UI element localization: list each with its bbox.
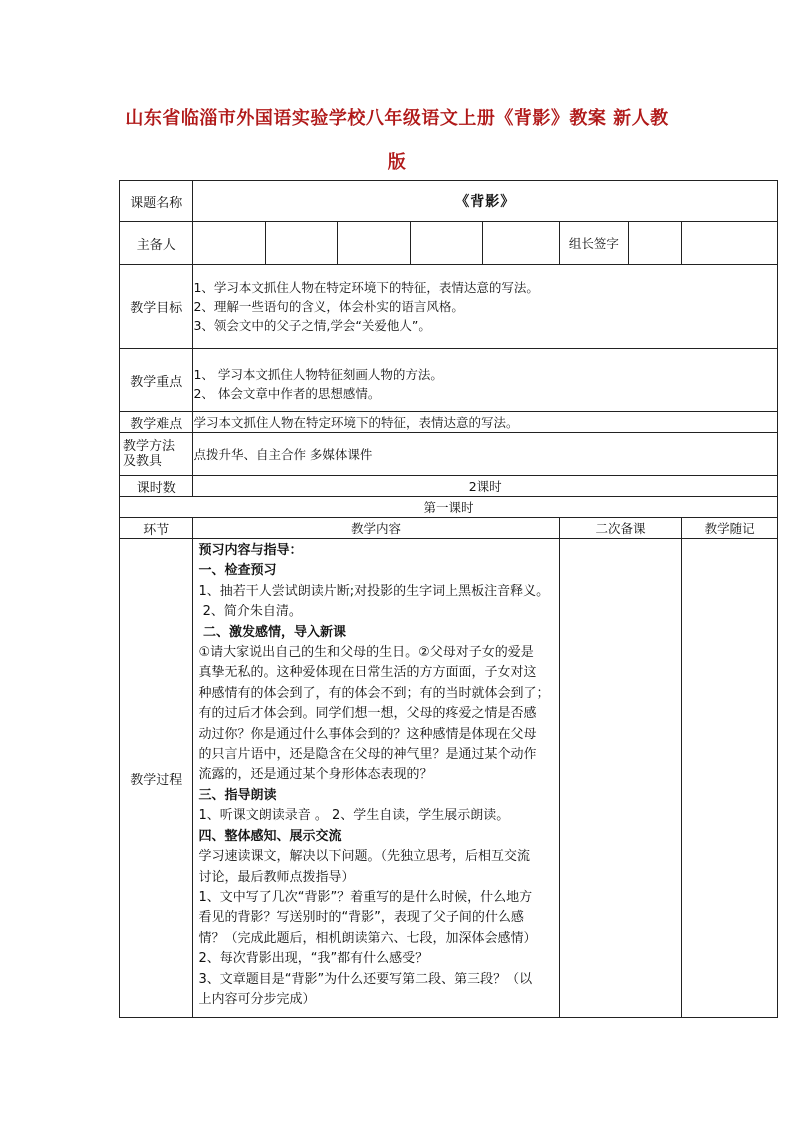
process-section-heading: 预习内容与指导： xyxy=(198,543,303,558)
process-line: 种感情有的体会到了，有的体会不到；有的当时就体会到了； xyxy=(198,685,550,701)
objectives-content xyxy=(193,265,778,349)
methods-label-line-2: 及教具 xyxy=(123,454,163,469)
methods-label xyxy=(120,433,193,476)
process-line: 看见的背影？写送别时的“背影”，表现了父子间的什么感 xyxy=(198,910,524,926)
process-line: ①请大家说出自己的生和父母的生日。②父母对子女的爱是 xyxy=(198,645,534,661)
column-header-notes: 教学随记 xyxy=(682,518,778,539)
process-line: 的只言片语中，还是隐含在父母的神气里？是通过某个动作 xyxy=(198,747,537,763)
leader-sign-cell-1 xyxy=(629,222,682,265)
process-line: 3、文章题目是“背影”为什么还要写第二段、第三段？（以 xyxy=(198,971,533,987)
row-topic xyxy=(120,181,778,222)
objective-item: 1、学习本文抓住人物在特定环境下的特征，表情达意的写法。 xyxy=(193,280,539,295)
process-section-heading: 一、检查预习 xyxy=(198,563,277,579)
row-objectives xyxy=(120,265,778,349)
hours-label: 课时数 xyxy=(120,476,193,497)
difficulty-value: 学习本文抓住人物在特定环境下的特征，表情达意的写法。 xyxy=(193,412,778,433)
objective-item: 2、理解一些语句的含义，体会朴实的语言风格。 xyxy=(193,299,464,314)
topic-label: 课题名称 xyxy=(120,181,193,222)
preparer-cell-2 xyxy=(265,222,337,265)
topic-value: 《背影》 xyxy=(193,181,778,222)
key-points-label: 教学重点 xyxy=(120,349,193,412)
process-line: 2、每次背影出现，“我”都有什么感受？ xyxy=(198,951,429,967)
process-line: 情？（完成此题后，相机朗读第六、七段，加深体会感情） xyxy=(198,930,537,946)
second-prep-cell xyxy=(559,539,682,1018)
row-first-lesson xyxy=(120,497,778,518)
column-header-content: 教学内容 xyxy=(193,518,559,539)
row-methods xyxy=(120,433,778,476)
hours-value: 2课时 xyxy=(193,476,778,497)
process-section-heading: 三、指导朗读 xyxy=(198,787,277,803)
process-label: 教学过程 xyxy=(120,539,193,1018)
row-hours xyxy=(120,476,778,497)
leader-sign-cell-2 xyxy=(682,222,778,265)
column-header-section: 环节 xyxy=(120,518,193,539)
process-line: 1、听课文朗读录音 。 2、学生自读，学生展示朗读。 xyxy=(198,808,510,824)
row-difficulty xyxy=(120,412,778,433)
difficulty-label: 教学难点 xyxy=(120,412,193,433)
preparer-cell-4 xyxy=(410,222,482,265)
process-content xyxy=(193,539,559,1018)
methods-value: 点拨升华、自主合作 多媒体课件 xyxy=(193,433,778,476)
preparer-cell-1 xyxy=(193,222,265,265)
document-title-line-1: 山东省临淄市外国语实验学校八年级语文上册《背影》教案 新人教 xyxy=(125,108,669,129)
row-preparer xyxy=(120,222,778,265)
key-point-item: 1、 学习本文抓住人物特征刻画人物的方法。 xyxy=(193,367,443,382)
process-line: 上内容可分步完成） xyxy=(198,991,316,1007)
row-process xyxy=(120,539,778,1018)
objective-item: 3、领会文中的父子之情,学会“关爱他人”。 xyxy=(193,318,431,333)
process-section-heading: 四、整体感知、展示交流 xyxy=(198,828,342,844)
key-point-item: 2、 体会文章中作者的思想感情。 xyxy=(193,386,381,401)
process-line: 有的过后才体会到。同学们想一想，父母的疼爱之情是否感 xyxy=(198,706,537,722)
process-line: 动过你？你是通过什么事体会到的？这种感情是体现在父母 xyxy=(198,726,537,742)
process-line: 2、简介朱自清。 xyxy=(198,604,302,620)
notes-cell xyxy=(682,539,778,1018)
process-line: 讨论，最后教师点拨指导） xyxy=(198,869,355,885)
column-header-second-prep: 二次备课 xyxy=(559,518,682,539)
process-section-heading: 二、激发感情，导入新课 xyxy=(198,624,346,640)
process-line: 真挚无私的。这种爱体现在日常生活的方方面面，子女对这 xyxy=(198,665,537,681)
process-line: 1、文中写了几次“背影”？着重写的是什么时候，什么地方 xyxy=(198,889,533,905)
key-points-content xyxy=(193,349,778,412)
row-column-headers xyxy=(120,518,778,539)
leader-sign-label: 组长签字 xyxy=(559,222,628,265)
row-key-points xyxy=(120,349,778,412)
preparer-cell-3 xyxy=(338,222,410,265)
process-line: 1、抽若干人尝试朗读片断;对投影的生字词上黑板注音释义。 xyxy=(198,583,550,599)
methods-label-line-1: 教学方法 xyxy=(123,439,176,454)
first-lesson-heading: 第一课时 xyxy=(120,497,778,518)
process-line: 流露的，还是通过某个身形体态表现的？ xyxy=(198,767,433,783)
objectives-label: 教学目标 xyxy=(120,265,193,349)
document-title-line-2: 版 xyxy=(387,152,407,173)
preparer-cell-5 xyxy=(483,222,559,265)
process-line: 学习速读课文，解决以下问题。（先独立思考，后相互交流 xyxy=(198,849,530,865)
preparer-label: 主备人 xyxy=(120,222,193,265)
lesson-plan-table xyxy=(119,180,778,1018)
